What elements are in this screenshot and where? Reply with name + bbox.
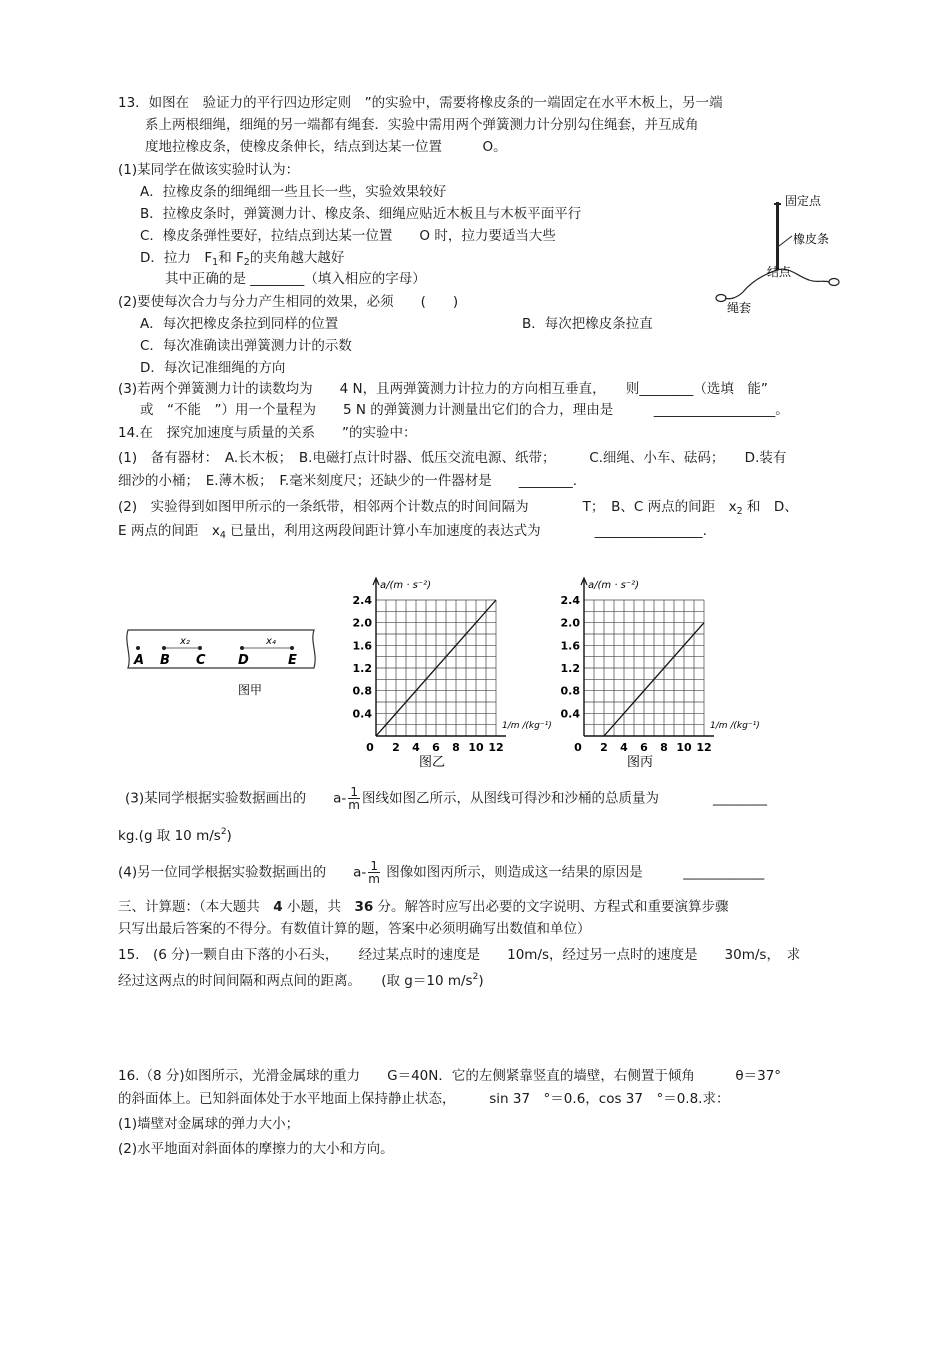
q14-part3-line2 bbox=[118, 823, 232, 845]
tape-dot-b bbox=[162, 646, 166, 650]
tape-point-label-c: C bbox=[196, 653, 206, 668]
q14-part2-line1-post: 和 D、 bbox=[742, 499, 798, 515]
section3-heading-line1 bbox=[118, 898, 729, 916]
q13-part1-option-d bbox=[140, 249, 344, 272]
chart-bing-xtick-label: 4 bbox=[620, 741, 628, 754]
q13-part2-option-a: A．每次把橡皮条拉到同样的位置 bbox=[140, 316, 339, 332]
q14-part3-frac-den: m bbox=[348, 798, 360, 812]
q14-stem: 14.在 探究加速度与质量的关系 ”的实验中： bbox=[118, 425, 417, 441]
q15-line2-sup: 2 bbox=[472, 972, 479, 982]
q14-part3-unit-sup: 2 bbox=[220, 827, 227, 837]
q13-option-d-sub1: 1 bbox=[212, 257, 219, 268]
q14-part3-fraction bbox=[348, 786, 360, 811]
q16-part1: (1)墙壁对金属球的弹力大小； bbox=[118, 1116, 300, 1132]
q13-part2-option-d: D．每次记准细绳的方向 bbox=[140, 360, 286, 376]
q15-line2 bbox=[118, 968, 484, 990]
q15-line1: 15. (6 分)一颗自由下落的小石头， 经过某点时的速度是 10m/s，经过另一点时的速度是 30m/s， 求 bbox=[118, 947, 801, 963]
q14-part4-fraction bbox=[368, 860, 380, 885]
q13-part1-intro: (1)某同学在做该实验时认为： bbox=[118, 162, 300, 178]
tape-point-label-d: D bbox=[238, 653, 249, 668]
tape-point-label-a: A bbox=[134, 653, 145, 668]
chart-bing-xtick-label: 10 bbox=[676, 741, 692, 754]
q14-part2-line1-pre: (2) 实验得到如图甲所示的一条纸带，相邻两个计数点的时间间隔为 T； B、C 两点的间距 x bbox=[118, 499, 737, 515]
chart-yi-xtick-label: 0 bbox=[366, 741, 374, 754]
q14-part2-x2-sub: 2 bbox=[736, 506, 743, 517]
chart-bing-ytick-label: 0.4 bbox=[560, 707, 580, 721]
tape-caption: 图甲 bbox=[238, 683, 263, 697]
q14-part3-frac-num: 1 bbox=[348, 786, 360, 799]
q14-part3-line1 bbox=[125, 786, 767, 811]
q13-stem-line3: 度地拉橡皮条，使橡皮条伸长，结点到达某一位置 O。 bbox=[145, 139, 507, 155]
chart-bing-xtick-label: 8 bbox=[660, 741, 668, 754]
loop-left bbox=[716, 295, 726, 302]
q14-part4-pre: (4)另一位同学根据实验数据画出的 a- bbox=[118, 864, 367, 881]
q14-part4-post: 图像如图丙所示，则造成这一结果的原因是 ____________ bbox=[381, 864, 765, 881]
chart-bing-xtick-label: 2 bbox=[600, 741, 608, 754]
loop-label: 绳套 bbox=[727, 301, 752, 315]
q16-part2: (2)水平地面对斜面体的摩擦力的大小和方向。 bbox=[118, 1141, 394, 1157]
chart-bing-caption: 图丙 bbox=[626, 755, 654, 770]
q14-part3-unit-pre: kg.(g 取 10 m/s bbox=[118, 828, 221, 844]
chart-bing-xtick-label: 6 bbox=[640, 741, 648, 754]
q14-part2-line2-post: 已量出，利用这两段间距计算小车加速度的表达式为 ________________. bbox=[225, 523, 707, 539]
tape-dot-e bbox=[290, 646, 294, 650]
q14-part3-pre: (3)某同学根据实验数据画出的 a- bbox=[125, 790, 347, 807]
chart-yi-xlabel: 1/m /(kg⁻¹) bbox=[502, 721, 552, 731]
q13-part2-intro: (2)要使每次合力与分力产生相同的效果，必须 ( ) bbox=[118, 294, 459, 310]
paper-tape-figure bbox=[124, 622, 324, 702]
q13-part1-option-b: B．拉橡皮条时，弹簧测力计、橡皮条、细绳应贴近木板且与木板平面平行 bbox=[140, 206, 582, 222]
q13-option-d-mid: 和 F bbox=[218, 250, 244, 266]
section3-mid: 小题，共 bbox=[282, 899, 355, 915]
q13-part1-option-a: A．拉橡皮条的细绳细一些且长一些，实验效果较好 bbox=[140, 184, 447, 200]
q16-line2: 的斜面体上。已知斜面体处于水平地面上保持静止状态， sin 37 °＝0.6，cos 37 °＝0.8.求： bbox=[118, 1091, 730, 1107]
chart-bing-ytick-label: 1.6 bbox=[560, 639, 580, 653]
rubber-band-label: 橡皮条 bbox=[793, 232, 830, 246]
q13-part2-option-b: B．每次把橡皮条拉直 bbox=[522, 316, 653, 332]
chart-yi-caption: 图乙 bbox=[418, 755, 446, 770]
chart-bing-ytick-label: 0.8 bbox=[560, 684, 580, 698]
tape-body bbox=[127, 630, 315, 668]
q14-part2-x4-sub: 4 bbox=[219, 530, 226, 541]
q14-part3-post: 图线如图乙所示，从图线可得沙和沙桶的总质量为 ________ bbox=[361, 790, 767, 807]
chart-yi-xtick-label: 12 bbox=[488, 741, 504, 754]
q13-part1-option-c: C．橡皮条弹性要好，拉结点到达某一位置 O 时，拉力要适当大些 bbox=[140, 228, 556, 244]
q14-part2-line1 bbox=[118, 498, 798, 521]
q14-part2-line2-pre: E 两点的间距 x bbox=[118, 523, 220, 539]
tape-x2-label: x₂ bbox=[180, 636, 190, 647]
q15-line2-post: ) bbox=[478, 973, 484, 989]
chart-yi-ytick-label: 2.0 bbox=[352, 616, 372, 630]
tape-point-label-b: B bbox=[160, 653, 170, 668]
chart-bing-xtick-label: 12 bbox=[696, 741, 712, 754]
q14-part4-line bbox=[118, 860, 764, 885]
tape-x4-label: x₄ bbox=[266, 636, 276, 647]
chart-yi-ytick-label: 1.6 bbox=[352, 639, 372, 653]
q13-stem-line2: 系上两根细绳，细绳的另一端都有绳套．实验中需用两个弹簧测力计分别勾住绳套，并互成角 bbox=[145, 117, 699, 133]
rubber-band-figure bbox=[705, 188, 845, 320]
chart-yi-ytick-label: 2.4 bbox=[352, 594, 372, 607]
q13-part3-line1: (3)若两个弹簧测力计的读数均为 4 N，且两弹簧测力计拉力的方向相互垂直， 则________（选填 能” bbox=[118, 381, 768, 397]
section3-count: 4 bbox=[273, 899, 283, 915]
q14-part1-line2: 细沙的小桶； E.薄木板； F.毫米刻度尺；还缺少的一件器材是 ________. bbox=[118, 473, 577, 489]
q14-part1-line1: (1) 备有器材： A.长木板； B.电磁打点计时器、低压交流电源、纸带； C.细绳、小车、砝码； D.装有 bbox=[118, 450, 787, 466]
chart-bing-ytick-label: 2.0 bbox=[560, 616, 580, 630]
q15-line2-pre: 经过这两点的时间间隔和两点间的距离。 (取 g＝10 m/s bbox=[118, 973, 473, 989]
chart-bing-ylabel: a/(m · s⁻²) bbox=[588, 580, 640, 591]
tape-dot-a bbox=[136, 646, 140, 650]
q14-part3-unit-post: ) bbox=[226, 828, 232, 844]
chart-yi-xtick-label: 10 bbox=[468, 741, 484, 754]
chart-bing-ytick-label: 2.4 bbox=[560, 594, 580, 607]
q13-option-d-pre: D．拉力 F bbox=[140, 250, 213, 266]
section3-heading-line2: 只写出最后答案的不得分。有数值计算的题，答案中必须明确写出数值和单位） bbox=[118, 921, 591, 937]
tape-dot-d bbox=[240, 646, 244, 650]
chart-bing-xtick-label: 0 bbox=[574, 741, 582, 754]
chart-bing-xlabel: 1/m /(kg⁻¹) bbox=[710, 721, 760, 731]
q13-part3-line2: 或 “不能 ”）用一个量程为 5 N 的弹簧测力计测量出它们的合力，理由是 __________________。 bbox=[140, 402, 789, 418]
section3-score: 36 bbox=[354, 899, 374, 915]
q16-line1: 16.（8 分)如图所示，光滑金属球的重力 G＝40N．它的左侧紧靠竖直的墙壁，右侧置于倾角 θ＝37° bbox=[118, 1068, 782, 1084]
q13-option-d-sub2: 2 bbox=[243, 257, 250, 268]
chart-bing bbox=[548, 572, 760, 770]
chart-yi-ylabel: a/(m · s⁻²) bbox=[380, 580, 432, 591]
chart-bing-ytick-label: 1.2 bbox=[560, 662, 580, 675]
loop-right bbox=[829, 279, 839, 286]
section3-pre: 三、计算题：（本大题共 bbox=[118, 899, 274, 915]
chart-yi-ytick-label: 0.4 bbox=[352, 707, 372, 721]
chart-yi-xtick-label: 6 bbox=[432, 741, 440, 754]
chart-yi-ytick-label: 1.2 bbox=[352, 662, 372, 675]
section3-post: 分。解答时应写出必要的文字说明、方程式和重要演算步骤 bbox=[373, 899, 729, 915]
chart-yi-xtick-label: 8 bbox=[452, 741, 460, 754]
chart-yi-ytick-label: 0.8 bbox=[352, 684, 372, 698]
chart-yi-xtick-label: 2 bbox=[392, 741, 400, 754]
q14-part4-frac-num: 1 bbox=[368, 860, 380, 873]
q13-part2-option-c: C．每次准确读出弹簧测力计的示数 bbox=[140, 338, 352, 354]
knot-label: 结点 bbox=[767, 265, 792, 279]
fixed-point-label: 固定点 bbox=[785, 194, 822, 208]
chart-yi bbox=[340, 572, 552, 770]
chart-yi-xtick-label: 4 bbox=[412, 741, 420, 754]
q14-part4-frac-den: m bbox=[368, 872, 380, 886]
tape-dot-c bbox=[198, 646, 202, 650]
q13-option-d-post: 的夹角越大越好 bbox=[249, 250, 345, 266]
fixed-peg bbox=[776, 202, 779, 270]
tape-point-label-e: E bbox=[288, 653, 297, 668]
q13-part1-fill: 其中正确的是 ________（填入相应的字母） bbox=[165, 271, 426, 287]
q13-stem-line1: 13．如图在 验证力的平行四边形定则 ”的实验中，需要将橡皮条的一端固定在水平木板上，另一端 bbox=[118, 95, 723, 111]
q14-part2-line2 bbox=[118, 522, 707, 545]
